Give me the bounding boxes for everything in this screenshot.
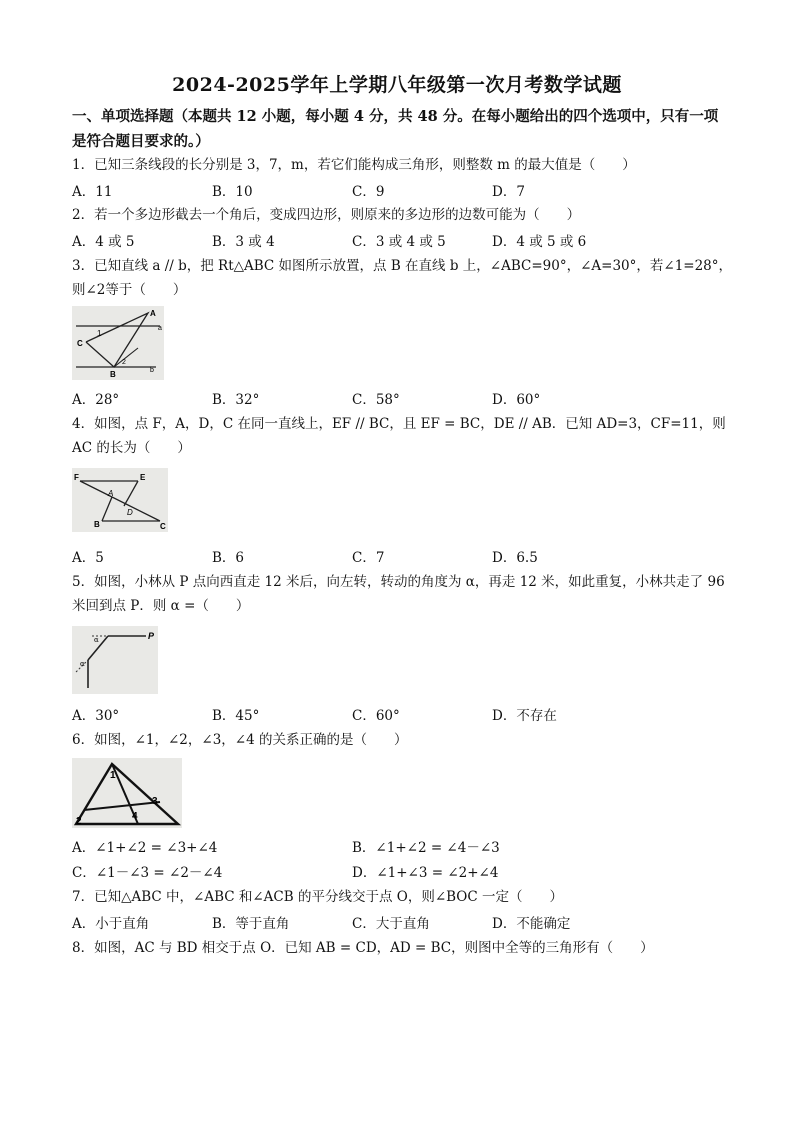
label-line-a: a (158, 325, 162, 332)
parallelogram-diagram (72, 468, 168, 532)
question-4-options (72, 546, 734, 568)
option-c[interactable]: C．9 (352, 184, 385, 200)
question-1-options (72, 180, 734, 202)
label-a: A (108, 489, 114, 498)
option-d[interactable]: D．4 或 5 或 6 (492, 234, 587, 250)
label-f: F (74, 473, 79, 482)
question-6-stem: 6．如图，∠1，∠2，∠3，∠4 的关系正确的是（ ） (72, 732, 408, 748)
label-angle-3: 3 (152, 796, 158, 807)
option-d[interactable]: D．∠1+∠3 = ∠2+∠4 (352, 865, 499, 881)
option-b[interactable]: B．10 (212, 184, 253, 200)
label-line-b: b (150, 367, 154, 374)
label-p: P (148, 631, 155, 641)
label-angle-2: 2 (122, 359, 126, 366)
walking-path-diagram (72, 626, 158, 694)
option-a[interactable]: A．∠1+∠2 = ∠3+∠4 (72, 840, 218, 856)
question-3-figure (72, 306, 164, 380)
question-4-figure (72, 468, 168, 532)
label-a-vertex: A (150, 309, 156, 318)
question-2-stem: 2．若一个多边形截去一个角后，变成四边形，则原来的多边形的边数可能为（ ） (72, 207, 581, 223)
option-c[interactable]: C．58° (352, 392, 400, 408)
parallel-lines-triangle-diagram (72, 306, 164, 380)
option-b[interactable]: B．45° (212, 708, 260, 724)
question-5-figure (72, 626, 158, 694)
option-b[interactable]: B．32° (212, 392, 260, 408)
option-a[interactable]: A．11 (72, 184, 113, 200)
label-angle-1: 1 (97, 329, 102, 338)
option-c[interactable]: C．大于直角 (352, 916, 430, 932)
exam-title: 2024-2025学年上学期八年级第一次月考数学试题 (172, 74, 622, 96)
label-alpha-2: α (80, 660, 85, 668)
section-heading: 一、单项选择题（本题共 12 小题，每小题 4 分，共 48 分。在每小题给出的四个选项中，只有一项是符合题目要求的。） (72, 108, 719, 150)
triangle-angles-diagram (72, 758, 182, 828)
label-c-vertex: C (77, 339, 83, 348)
question-6-options-row1 (72, 836, 734, 858)
option-a[interactable]: A．30° (72, 708, 120, 724)
option-a[interactable]: A．5 (72, 550, 104, 566)
label-alpha-1: α (94, 636, 99, 644)
question-7-options (72, 912, 734, 934)
option-a[interactable]: A．28° (72, 392, 120, 408)
question-6-figure (72, 758, 182, 828)
question-8-stem: 8．如图，AC 与 BD 相交于点 O．已知 AB = CD，AD = BC，则图中全等的三角形有（ ） (72, 940, 654, 956)
option-c[interactable]: C．7 (352, 550, 385, 566)
question-4-stem: 4．如图，点 F，A，D，C 在同一直线上，EF // BC，且 EF = BC，DE // AB．已知 AD=3，CF=11，则 AC 的长为（ ） (72, 416, 726, 456)
option-a[interactable]: A．小于直角 (72, 916, 150, 932)
label-c: C (160, 522, 166, 531)
option-a[interactable]: A．4 或 5 (72, 234, 135, 250)
option-d[interactable]: D．不能确定 (492, 916, 571, 932)
option-b[interactable]: B．等于直角 (212, 916, 290, 932)
option-b[interactable]: B．6 (212, 550, 245, 566)
question-5-options (72, 704, 734, 726)
question-1-stem: 1．已知三条线段的长分别是 3，7，m，若它们能构成三角形，则整数 m 的最大值是（ ） (72, 157, 636, 173)
label-e: E (140, 473, 146, 482)
option-d[interactable]: D．60° (492, 392, 541, 408)
option-b[interactable]: B．3 或 4 (212, 234, 275, 250)
question-7-stem: 7．已知△ABC 中，∠ABC 和∠ACB 的平分线交于点 O，则∠BOC 一定（ ） (72, 889, 563, 905)
question-3-stem: 3．已知直线 a // b，把 Rt△ABC 如图所示放置，点 B 在直线 b 上，∠ABC=90°，∠A=30°，若∠1=28°，则∠2等于（ ） (72, 258, 733, 298)
question-3-options (72, 388, 734, 410)
option-c[interactable]: C．∠1－∠3 = ∠2－∠4 (72, 865, 223, 881)
question-2-options (72, 230, 734, 252)
question-6-options-row2 (72, 861, 734, 883)
option-c[interactable]: C．3 或 4 或 5 (352, 234, 446, 250)
label-angle-1: 1 (110, 770, 116, 781)
label-angle-2: 2 (76, 816, 82, 827)
option-b[interactable]: B．∠1+∠2 = ∠4－∠3 (352, 840, 500, 856)
label-angle-4: 4 (132, 811, 138, 822)
question-5-stem: 5．如图，小林从 P 点向西直走 12 米后，向左转，转动的角度为 α，再走 12 米，如此重复，小林共走了 96 米回到点 P．则 α =（ ） (72, 574, 725, 614)
label-b: B (94, 520, 100, 529)
label-d: D (127, 508, 133, 517)
label-b-vertex: B (110, 370, 116, 379)
option-d[interactable]: D．7 (492, 184, 525, 200)
option-c[interactable]: C．60° (352, 708, 400, 724)
option-d[interactable]: D．不存在 (492, 708, 557, 724)
option-d[interactable]: D．6.5 (492, 550, 538, 566)
